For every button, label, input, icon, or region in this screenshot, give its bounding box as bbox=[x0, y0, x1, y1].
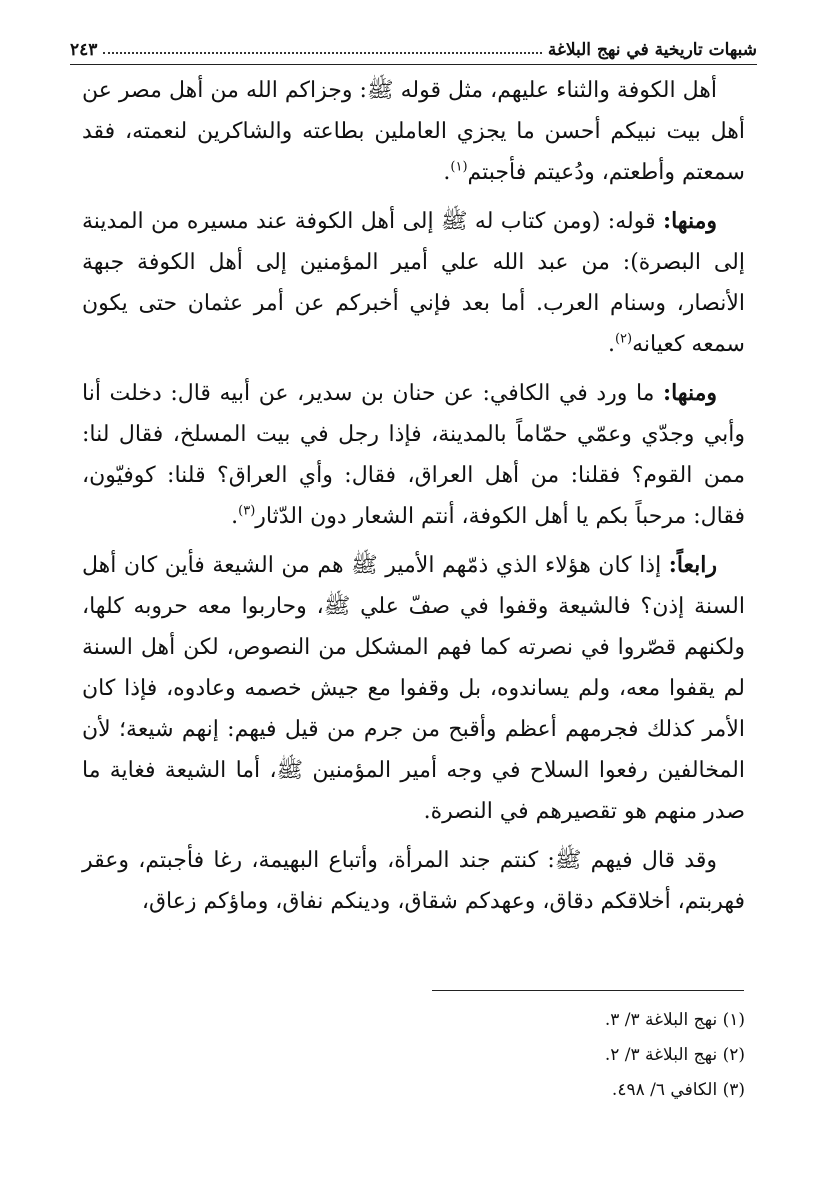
body-text bbox=[82, 70, 745, 930]
footnote-ref: (٣) bbox=[238, 503, 256, 519]
running-header bbox=[70, 28, 757, 65]
page-number: ٢٤٣ bbox=[70, 40, 98, 60]
paragraph: أهل الكوفة والثناء عليهم، مثل قوله ﷺ: وجزاكم الله من أهل مصر عن أهل بيت نبيكم أحسن ما يجزي العاملين بطاعته والشاكرين لنعمته، فقد سمعتم وأطعتم، ودُعيتم فأجبتم$^{(١)}$. bbox=[82, 78, 745, 185]
header-dot-leader bbox=[103, 52, 541, 54]
footnote-divider bbox=[432, 990, 744, 991]
header-title: شبهات تاريخية في نهج البلاغة bbox=[547, 40, 757, 60]
paragraph: وقد قال فيهم ﷺ: كنتم جند المرأة، وأتباع البهيمة، رغا فأجبتم، وعقر فهربتم، أخلاقكم دقاق، وعهدكم شقاق، ودينكم نفاق، وماؤكم زعاق، bbox=[82, 848, 745, 914]
footnotes bbox=[245, 1003, 745, 1108]
paragraph: ومنها: قوله: (ومن كتاب له ﷺ إلى أهل الكوفة عند مسيره من المدينة إلى البصرة): من عبد الله علي أمير المؤمنين إلى أهل الكوفة جبهة الأنصار، وسنام العرب. أما بعد فإني أخبركم عن أمر عثمان حتى يكون سمعه كعيانه$^{(٢)}$. bbox=[82, 208, 745, 357]
footnote: (٣) الكافي ٦/ ٤٩٨. bbox=[611, 1080, 745, 1100]
footnote-ref: (٢) bbox=[614, 331, 633, 347]
paragraph: ومنها: ما ورد في الكافي: عن حنان بن سدير، عن أبيه قال: دخلت أنا وأبي وجدّي وعمّي حمّاماً بالمدينة، فإذا رجل في بيت المسلخ، فقال لنا: ممن القوم؟ فقلنا: من أهل العراق، فقال: وأي العراق؟ قلنا: كوفيّون، فقال: مرحباً بكم يا أهل الكوفة، أنتم الشعار دون الدّثار$^{(٣)}$. bbox=[82, 380, 745, 529]
paragraph: رابعاً: إذا كان هؤلاء الذي ذمّهم الأمير ﷺ هم من الشيعة فأين كان أهل السنة إذن؟ فالشيعة وقفوا في صفّ علي ﷺ، وحاربوا معه حروبه كلها، ولكنهم قصّروا في نصرته كما فهم المشكل من النصوص، لكن أهل السنة لم يقفوا معه، ولم يساندوه، بل وقفوا مع جيش خصمه وعادوه، فإذا كان الأمر كذلك فجرمهم أعظم وأقبح من جرم من قيل فيهم: إنهم شيعة؛ لأن المخالفين رفعوا السلاح في وجه أمير المؤمنين ﷺ، أما الشيعة فغاية ما صدر منهم هو تقصيرهم في النصرة. bbox=[82, 552, 745, 824]
footnote: (١) نهج البلاغة ٣/ ٣. bbox=[604, 1010, 745, 1030]
footnote-ref: (١) bbox=[450, 159, 468, 175]
footnote: (٢) نهج البلاغة ٣/ ٢. bbox=[604, 1045, 745, 1065]
